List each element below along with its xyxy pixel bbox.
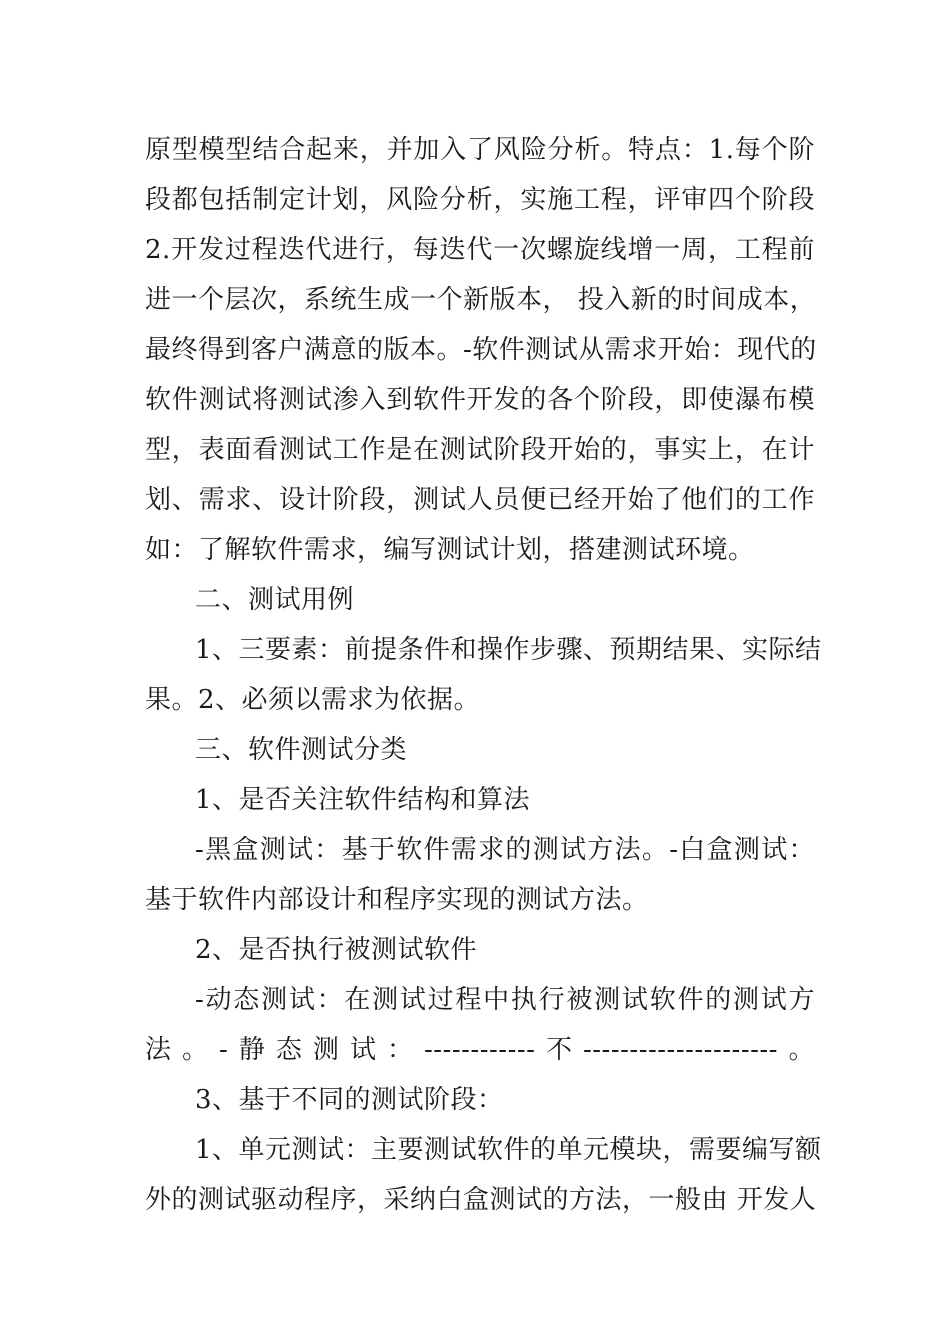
paragraph-line: 原型模型结合起来，并加入了风险分析。特点：1.每个阶 bbox=[145, 135, 815, 165]
paragraph-line: 如：了解软件需求，编写测试计划，搭建测试环境。 bbox=[145, 535, 755, 565]
paragraph-line: 2.开发过程迭代进行，每迭代一次螺旋线增一周，工程前 bbox=[145, 235, 815, 265]
section-heading: 二、测试用例 bbox=[195, 585, 355, 615]
paragraph-line: 最终得到客户满意的版本。-软件测试从需求开始：现代的 bbox=[145, 335, 817, 365]
paragraph-line: 法。-静态测试：------------不---------------------。 bbox=[145, 1035, 815, 1065]
paragraph-line: 段都包括制定计划，风险分析，实施工程，评审四个阶段 bbox=[145, 185, 815, 215]
paragraph-line: 进一个层次，系统生成一个新版本， 投入新的时间成本， bbox=[145, 285, 817, 315]
paragraph-line: 外的测试驱动程序，采纳白盒测试的方法，一般由 开发人 bbox=[145, 1185, 817, 1215]
paragraph-line: 1、三要素：前提条件和操作步骤、预期结果、实际结 bbox=[195, 635, 822, 665]
paragraph-line: -动态测试：在测试过程中执行被测试软件的测试方 bbox=[195, 985, 815, 1015]
paragraph-line: -黑盒测试：基于软件需求的测试方法。-白盒测试： bbox=[195, 835, 815, 865]
subsection-heading: 3、基于不同的测试阶段： bbox=[195, 1085, 504, 1115]
paragraph-line: 划、需求、设计阶段，测试人员便已经开始了他们的工作 bbox=[145, 485, 815, 515]
paragraph-line: 型，表面看测试工作是在测试阶段开始的，事实上，在计 bbox=[145, 435, 815, 465]
paragraph-line: 软件测试将测试渗入到软件开发的各个阶段，即使瀑布模 bbox=[145, 385, 815, 415]
section-heading: 三、软件测试分类 bbox=[195, 735, 408, 765]
paragraph-line: 果。2、必须以需求为依据。 bbox=[145, 685, 481, 715]
paragraph-line: 1、单元测试：主要测试软件的单元模块，需要编写额 bbox=[195, 1135, 822, 1165]
subsection-heading: 1、是否关注软件结构和算法 bbox=[195, 785, 531, 815]
subsection-heading: 2、是否执行被测试软件 bbox=[195, 935, 478, 965]
paragraph-line: 基于软件内部设计和程序实现的测试方法。 bbox=[145, 885, 649, 915]
